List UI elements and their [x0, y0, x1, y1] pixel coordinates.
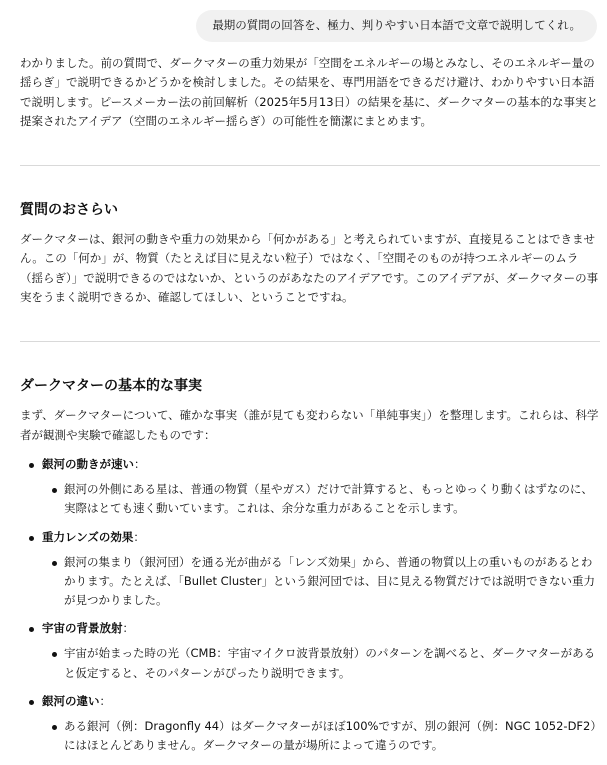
fact-title: 宇宙の背景放射 [42, 621, 123, 636]
bullet-dot [52, 652, 57, 657]
bullet-dot [29, 700, 34, 705]
heading-dark-matter-facts: ダークマターの基本的な事実 [20, 378, 202, 395]
bullet-dot [29, 463, 34, 468]
bullet-dot [29, 627, 34, 632]
review-paragraph: ダークマターは、銀河の動きや重力の効果から「何かがある」と考えられていますが、直接見ることはできません。この「何か」が、物質（たとえば目に見えない粒子）ではなく、「空間そのものが持つエネルギーのムラ（揺らぎ）」で説明できるのではないか、というのがあなたのアイデアです。このアイデアが、ダークマターの事実をうまく説明できるか、確認してほしい、ということですね。 [20, 232, 599, 305]
sub-list [42, 553, 600, 611]
sub-list-item [42, 480, 600, 519]
fact-colon: ： [133, 529, 145, 544]
fact-colon: ： [99, 694, 111, 709]
list-item [20, 528, 600, 611]
list-item [20, 692, 600, 756]
facts-intro-paragraph: まず、ダークマターについて、確かな事実（誰が見ても変わらない「単純事実」）を整理します。これらは、科学者が観測や実験で確認したものです： [20, 408, 599, 442]
sub-list-item [42, 717, 600, 756]
sub-list [42, 717, 600, 756]
fact-title: 銀河の違い [42, 694, 100, 709]
fact-title: 銀河の動きが速い [42, 456, 134, 471]
bullet-dot [29, 536, 34, 541]
sub-list [42, 480, 600, 519]
sub-list-item [42, 553, 600, 611]
heading-question-review: 質問のおさらい [20, 202, 118, 219]
fact-detail: 宇宙が始まった時の光（CMB：宇宙マイクロ波背景放射）のパターンを調べると、ダークマターがあると仮定すると、そのパターンがぴったり説明できます。 [64, 646, 596, 680]
assistant-response [20, 54, 600, 765]
fact-detail: 銀河の外側にある星は、普通の物質（星やガス）だけで計算すると、もっとゆっくり動くはずなのに、実際はとても速く動いています。これは、余分な重力があることを示します。 [64, 481, 593, 516]
facts-list [20, 455, 600, 756]
fact-colon: ： [134, 456, 146, 471]
section-divider [20, 165, 600, 166]
user-message-bubble: 最期の質問の回答を、極力、判りやすい日本語で文章で説明してくれ。 [196, 10, 597, 42]
fact-detail: ある銀河（例：Dragonfly 44）はダークマターがほぼ100%ですが、別の銀河（例：NGC 1052-DF2）にはほとんどありません。ダークマターの量が場所によって違うのです。 [64, 719, 597, 753]
bullet-dot [52, 725, 57, 730]
intro-paragraph: わかりました。前の質問で、ダークマターの重力効果が「空間をエネルギーの場とみなし、そのエネルギー量の揺らぎ」で説明できるかどうかを検討しました。その結果を、専門用語をできるだけ避け、わかりやすい日本語で説明します。ピースメーカー法の前回解析（2025年5月13日）の結果を基に、ダークマターの基本的な事実と提案されたアイデア（空間のエネルギー揺らぎ）の可能性を簡潔にまとめます。 [20, 56, 599, 128]
list-item [20, 455, 600, 519]
fact-detail: 銀河の集まり（銀河団）を通る光が曲がる「レンズ効果」から、普通の物質以上の重いものがあるとわかります。たとえば、「Bullet Cluster」という銀河団では、目に見える物質だけでは説明できない重力が見つかりました。 [64, 554, 595, 608]
sub-list [42, 644, 600, 683]
bullet-dot [52, 488, 57, 493]
user-message-row [196, 10, 597, 42]
fact-title: 重力レンズの効果 [42, 529, 134, 544]
section-divider [20, 341, 600, 342]
fact-colon: ： [122, 621, 134, 636]
bullet-dot [52, 561, 57, 566]
list-item [20, 619, 600, 683]
sub-list-item [42, 644, 600, 683]
